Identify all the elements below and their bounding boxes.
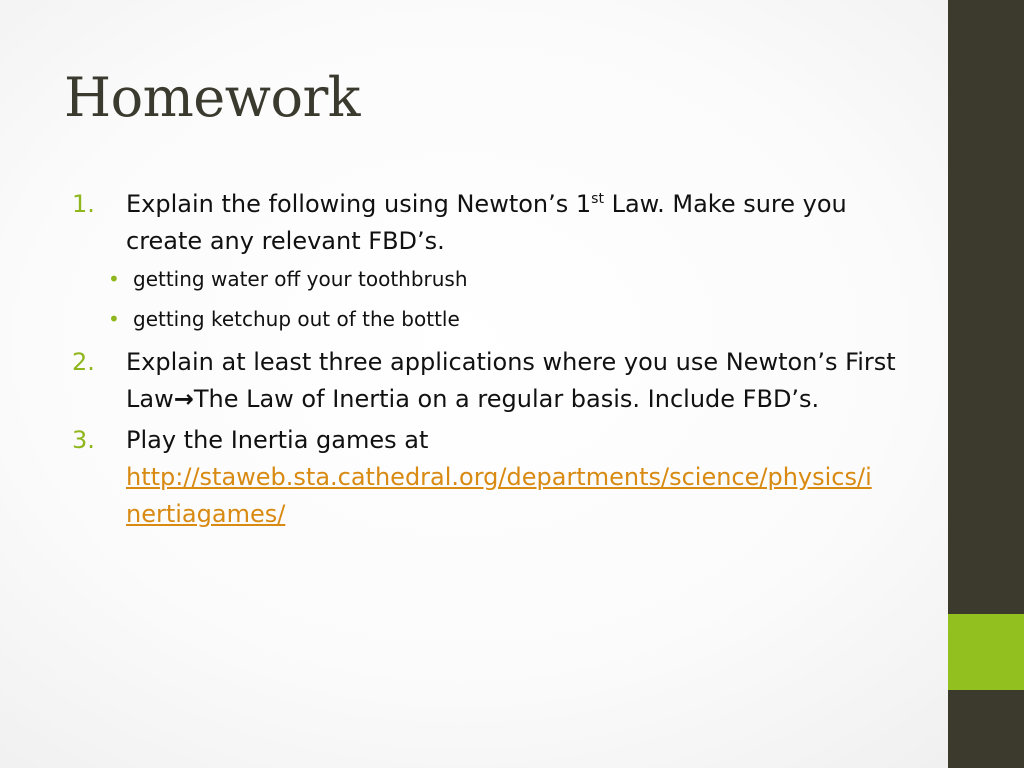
item-2-text-after: The Law of Inertia on a regular basis. Include FBD’s. [193, 385, 820, 413]
list-number-3: 3. [72, 426, 95, 454]
list-item-1 [72, 186, 902, 260]
item-1-superscript: st [591, 191, 604, 207]
bullet-icon: • [108, 307, 120, 331]
sub-item-1 [72, 264, 902, 294]
inertia-games-link[interactable]: http://staweb.sta.cathedral.org/departments/science/physics/inertiagames/ [126, 463, 872, 528]
list-item-3 [72, 422, 902, 533]
sub-item-2-text: getting ketchup out of the bottle [133, 307, 460, 331]
arrow-right-icon: → [173, 385, 194, 413]
item-2-text-before: Explain at least three applications where you use Newton’s First Law [126, 348, 896, 413]
list-number-2: 2. [72, 348, 95, 376]
item-1-text-after: Law. Make sure you create any relevant FBD’s. [126, 190, 847, 255]
sidebar-accent-block [948, 614, 1024, 690]
slide-title: Homework [64, 66, 361, 129]
list-item-2 [72, 344, 902, 418]
list-number-1: 1. [72, 190, 95, 218]
bullet-icon: • [108, 267, 120, 291]
homework-list [72, 186, 902, 537]
sub-item-1-text: getting water off your toothbrush [133, 267, 468, 291]
item-1-text-before: Explain the following using Newton’s 1 [126, 190, 592, 218]
sub-item-2 [72, 304, 902, 334]
item-3-text: Play the Inertia games at [126, 426, 429, 454]
